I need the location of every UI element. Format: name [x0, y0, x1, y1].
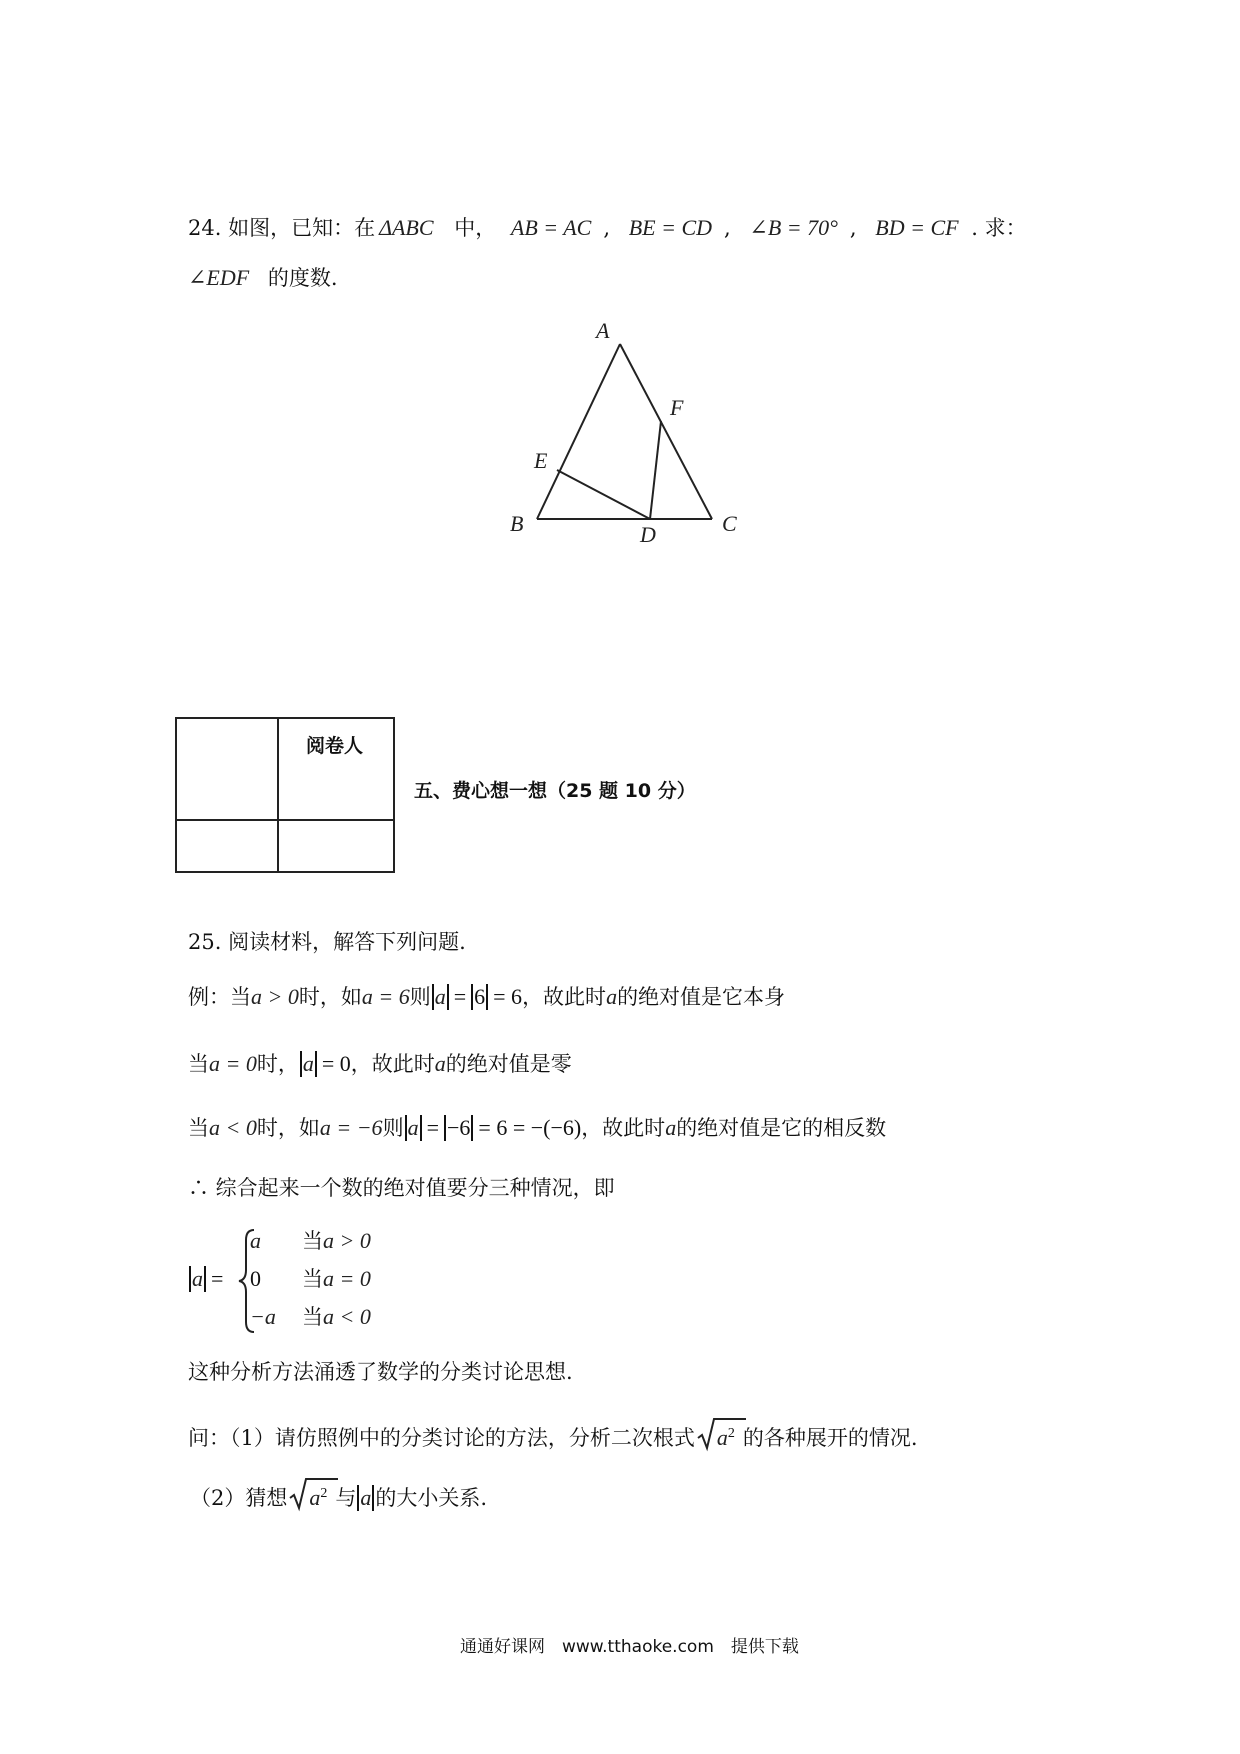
- ex3-abs-var: a: [407, 1115, 419, 1140]
- ask1-tail: 的各种展开的情况.: [742, 1426, 918, 1450]
- q24-ask: . 求：: [971, 216, 1027, 240]
- sqrt-icon: [697, 1416, 747, 1452]
- q25-ask-1: [188, 1420, 918, 1452]
- piecewise-eq: =: [211, 1266, 224, 1291]
- piece-3-value: −a: [250, 1304, 276, 1329]
- ex1-hence: ，故此时: [522, 985, 607, 1009]
- q25-intro: 25. 阅读材料，解答下列问题.: [188, 930, 466, 954]
- ex2-text-c: 时，: [256, 1052, 299, 1076]
- piecewise-abs-var: a: [192, 1266, 203, 1291]
- piece-1-when: 当: [302, 1229, 323, 1253]
- ex3-var: a: [665, 1115, 677, 1140]
- grading-table: [175, 717, 395, 873]
- grader-entry-cell: [278, 820, 394, 872]
- footer: 通通好课网 www.tthaoke.com 提供下载: [460, 1637, 799, 1657]
- side-ab: [537, 344, 620, 519]
- piecewise-row-3: [250, 1303, 371, 1331]
- piece-2-when: 当: [302, 1267, 323, 1291]
- ask1-radicand: a: [716, 1425, 728, 1450]
- q24-cond-angle-b: ∠B = 70°: [749, 215, 838, 240]
- ask2-tail: 的大小关系.: [375, 1486, 488, 1510]
- piece-3-when: 当: [302, 1305, 323, 1329]
- ask2-exponent: 2: [320, 1486, 328, 1501]
- ex3-cond: a < 0: [209, 1115, 257, 1140]
- ask1-sqrt: [697, 1420, 735, 1452]
- ex2-abs-var: a: [302, 1051, 314, 1076]
- ask1-text: 问：（1）请仿照例中的分类讨论的方法，分析二次根式: [188, 1426, 695, 1450]
- piece-1-value: a: [250, 1228, 261, 1253]
- label-c: C: [722, 511, 737, 536]
- grader-label-cell: [278, 718, 394, 820]
- q24-cond-be-cd: BE = CD: [628, 215, 713, 240]
- label-b: B: [510, 511, 524, 536]
- ex1-abs-num: 6: [474, 984, 486, 1009]
- segment-df: [650, 421, 661, 519]
- ex1-result: = 6: [493, 984, 523, 1009]
- q25-summary: ∴ 综合起来一个数的绝对值要分三种情况，即: [188, 1176, 615, 1200]
- q24-cond-ab-ac: AB = AC: [510, 215, 592, 240]
- figure-lines: [537, 344, 712, 519]
- ex1-then: 则: [409, 985, 431, 1009]
- q24-line2: [188, 264, 338, 292]
- piece-3-cond: a < 0: [323, 1304, 371, 1329]
- ex3-then: 则: [382, 1116, 404, 1140]
- score-entry-cell: [176, 820, 278, 872]
- ex3-conclusion: 的绝对值是它的相反数: [676, 1116, 887, 1140]
- ex2-conclusion: 的绝对值是零: [445, 1052, 572, 1076]
- ex3-text-c: 时，如: [256, 1116, 320, 1140]
- ask2-with: 与: [335, 1486, 357, 1510]
- side-ac: [620, 344, 712, 519]
- sqrt-icon: [289, 1476, 339, 1512]
- piece-2-cond: a = 0: [323, 1266, 371, 1291]
- ex1-conclusion: 的绝对值是它本身: [617, 985, 786, 1009]
- q24-mid: 中，: [454, 216, 497, 240]
- q24-target-angle: ∠EDF: [188, 265, 250, 290]
- piece-1-cond: a > 0: [323, 1228, 371, 1253]
- label-d: D: [640, 522, 656, 547]
- ex3-result: = 6 = −(−6): [478, 1115, 582, 1140]
- ex3-value: a = −6: [319, 1115, 383, 1140]
- label-e: E: [534, 448, 548, 473]
- q24-cond-bd-cf: BD = CF: [875, 215, 959, 240]
- piecewise-row-2: [250, 1265, 371, 1293]
- ex3-hence: ，故此时: [581, 1116, 666, 1140]
- ask2-text: （2）猜想: [190, 1486, 288, 1510]
- score-cell: [176, 718, 278, 820]
- ex1-eq: =: [453, 984, 467, 1009]
- q25-example-positive: [188, 983, 785, 1011]
- ex1-text-c: 时，如: [298, 985, 362, 1009]
- ex1-var: a: [606, 984, 618, 1009]
- ex1-value: a = 6: [361, 984, 410, 1009]
- ask2-radicand: a: [309, 1485, 321, 1510]
- label-f: F: [670, 395, 684, 420]
- section-title: 五、费心想一想（25 题 10 分）: [414, 780, 696, 802]
- ex1-text-a: 例：当: [188, 985, 251, 1009]
- ex3-abs-num: −6: [446, 1115, 471, 1140]
- ex1-cond: a > 0: [251, 984, 299, 1009]
- ex3-eq: =: [426, 1115, 439, 1140]
- ex2-result: = 0: [321, 1051, 351, 1076]
- segment-ed: [557, 470, 650, 519]
- ex3-text-a: 当: [188, 1116, 209, 1140]
- q24-line1: 24. 如图，已知：在 ΔABC 中， AB = AC , BE = CD , ∠B = 70° , BD = CF . 求：: [188, 215, 1027, 240]
- q25-ask-2: [190, 1480, 487, 1512]
- q24-triangle: ΔABC: [379, 215, 434, 240]
- piece-2-value: 0: [250, 1266, 261, 1291]
- grader-label: 阅卷人: [306, 735, 364, 757]
- ask2-abs-var: a: [360, 1485, 372, 1510]
- q25-example-negative: [188, 1114, 886, 1142]
- q24-prefix: 24. 如图，已知：在: [188, 216, 376, 240]
- triangle-figure: [500, 318, 760, 548]
- ask1-exponent: 2: [727, 1426, 735, 1441]
- piecewise-lhs: [188, 1265, 223, 1293]
- piecewise-row-1: [250, 1227, 371, 1255]
- label-a: A: [596, 318, 610, 343]
- q25-example-zero: [188, 1050, 572, 1078]
- ex2-hence: ，故此时: [350, 1052, 435, 1076]
- ex1-abs-var: a: [434, 984, 446, 1009]
- q24-suffix: 的度数.: [267, 266, 338, 290]
- ask2-sqrt: [289, 1480, 327, 1512]
- ex2-cond: a = 0: [209, 1051, 257, 1076]
- ex2-var: a: [434, 1051, 446, 1076]
- ex2-text-a: 当: [188, 1052, 209, 1076]
- q25-method: 这种分析方法涌透了数学的分类讨论思想.: [188, 1360, 573, 1384]
